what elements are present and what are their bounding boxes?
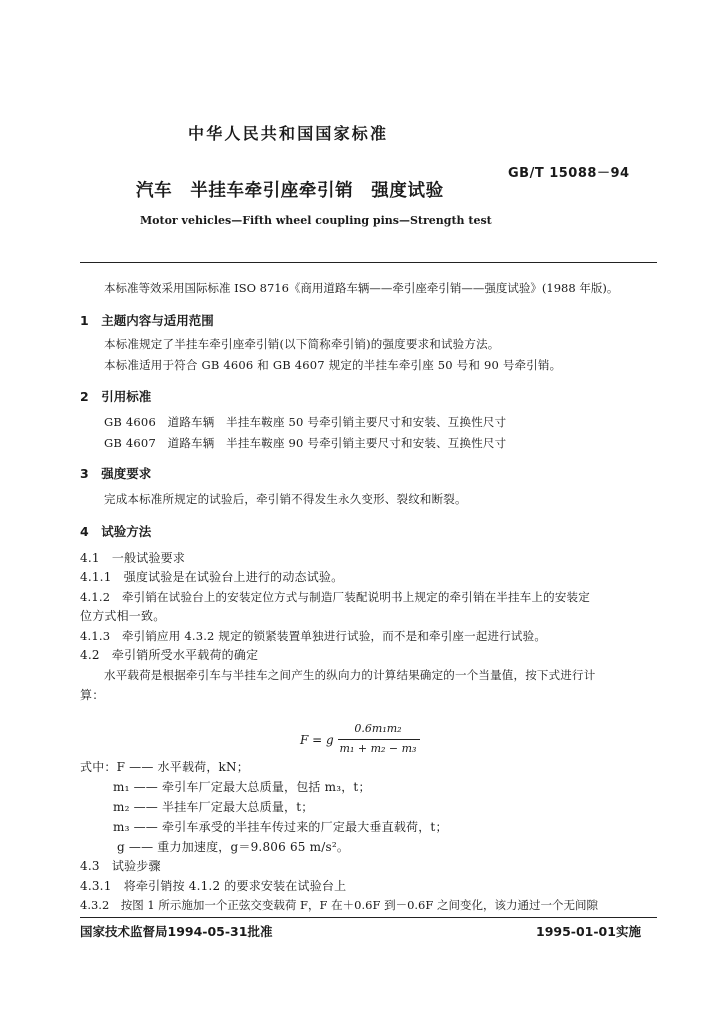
- section-1-paragraph-2: 本标准适用于符合 GB 4606 和 GB 4607 规定的半挂车牵引座 50 号和 90 号牵引销。: [104, 358, 562, 372]
- formula-denominator: m₁ + m₂ − m₃: [339, 742, 417, 755]
- clause-4-2-paragraph-line-2: 算：: [80, 688, 105, 702]
- clause-4-3-2: 4.3.2 按图 1 所示施加一个正弦交变载荷 F，F 在＋0.6F 到－0.6F 之间变化，该力通过一个无间隙: [80, 898, 599, 912]
- title-chinese: 汽车 半挂车牵引座牵引销 强度试验: [136, 181, 444, 201]
- clause-4-2-paragraph-line-1: 水平载荷是根据牵引车与半挂车之间产生的纵向力的计算结果确定的一个当量值，按下式进行计: [104, 668, 596, 682]
- clause-4-1-1: 4.1.1 强度试验是在试验台上进行的动态试验。: [80, 570, 344, 584]
- clause-4-3: 4.3 试验步骤: [80, 859, 161, 873]
- where-f: 式中：F —— 水平载荷，kN；: [80, 760, 249, 774]
- clause-4-2: 4.2 牵引销所受水平载荷的确定: [80, 648, 259, 662]
- title-english: Motor vehicles—Fifth wheel coupling pins—Strength test: [140, 214, 492, 227]
- clause-4-3-1: 4.3.1 将牵引销按 4.1.2 的要求安装在试验台上: [80, 879, 347, 893]
- formula-numerator: 0.6m₁m₂: [354, 722, 402, 735]
- where-m3: m₃ —— 牵引车承受的半挂车传过来的厂定最大垂直载荷，t；: [113, 820, 448, 834]
- header-rule: [80, 262, 657, 263]
- reference-gb4606: GB 4606 道路车辆 半挂车鞍座 50 号牵引销主要尺寸和安装、互换性尺寸: [104, 415, 507, 429]
- footer-approval: 国家技术监督局1994-05-31批准: [80, 924, 273, 939]
- clause-4-1: 4.1 一般试验要求: [80, 551, 186, 565]
- footer-rule: [80, 917, 657, 918]
- formula-fraction-bar: [338, 739, 420, 740]
- org-title: 中华人民共和国国家标准: [188, 124, 389, 143]
- clause-4-1-3: 4.1.3 牵引销应用 4.3.2 规定的锁紧装置单独进行试验，而不是和牵引座一起进行试验。: [80, 629, 547, 643]
- formula-lhs: F = g: [300, 733, 334, 747]
- section-1-heading: 1 主题内容与适用范围: [80, 313, 214, 328]
- standard-code: GB/T 15088－94: [508, 166, 630, 181]
- intro-paragraph: 本标准等效采用国际标准 ISO 8716《商用道路车辆——牵引座牵引销——强度试验》(1988 年版)。: [104, 281, 619, 295]
- where-g: g —— 重力加速度，g＝9.806 65 m/s²。: [117, 840, 350, 854]
- where-m2: m₂ —— 半挂车厂定最大总质量，t；: [113, 800, 314, 814]
- section-3-heading: 3 强度要求: [80, 466, 152, 481]
- reference-gb4607: GB 4607 道路车辆 半挂车鞍座 90 号牵引销主要尺寸和安装、互换性尺寸: [104, 436, 507, 450]
- section-2-heading: 2 引用标准: [80, 389, 152, 404]
- section-4-heading: 4 试验方法: [80, 524, 152, 539]
- clause-4-1-2-line-1: 4.1.2 牵引销在试验台上的安装定位方式与制造厂装配说明书上规定的牵引销在半挂车上的安装定: [80, 590, 590, 604]
- section-1-paragraph-1: 本标准规定了半挂车牵引座牵引销(以下简称牵引销)的强度要求和试验方法。: [104, 337, 500, 351]
- section-3-paragraph: 完成本标准所规定的试验后，牵引销不得发生永久变形、裂纹和断裂。: [104, 492, 467, 506]
- where-m1: m₁ —— 牵引车厂定最大总质量，包括 m₃，t；: [113, 780, 371, 794]
- footer-implementation: 1995-01-01实施: [536, 924, 641, 939]
- clause-4-1-2-line-2: 位方式相一致。: [80, 609, 166, 623]
